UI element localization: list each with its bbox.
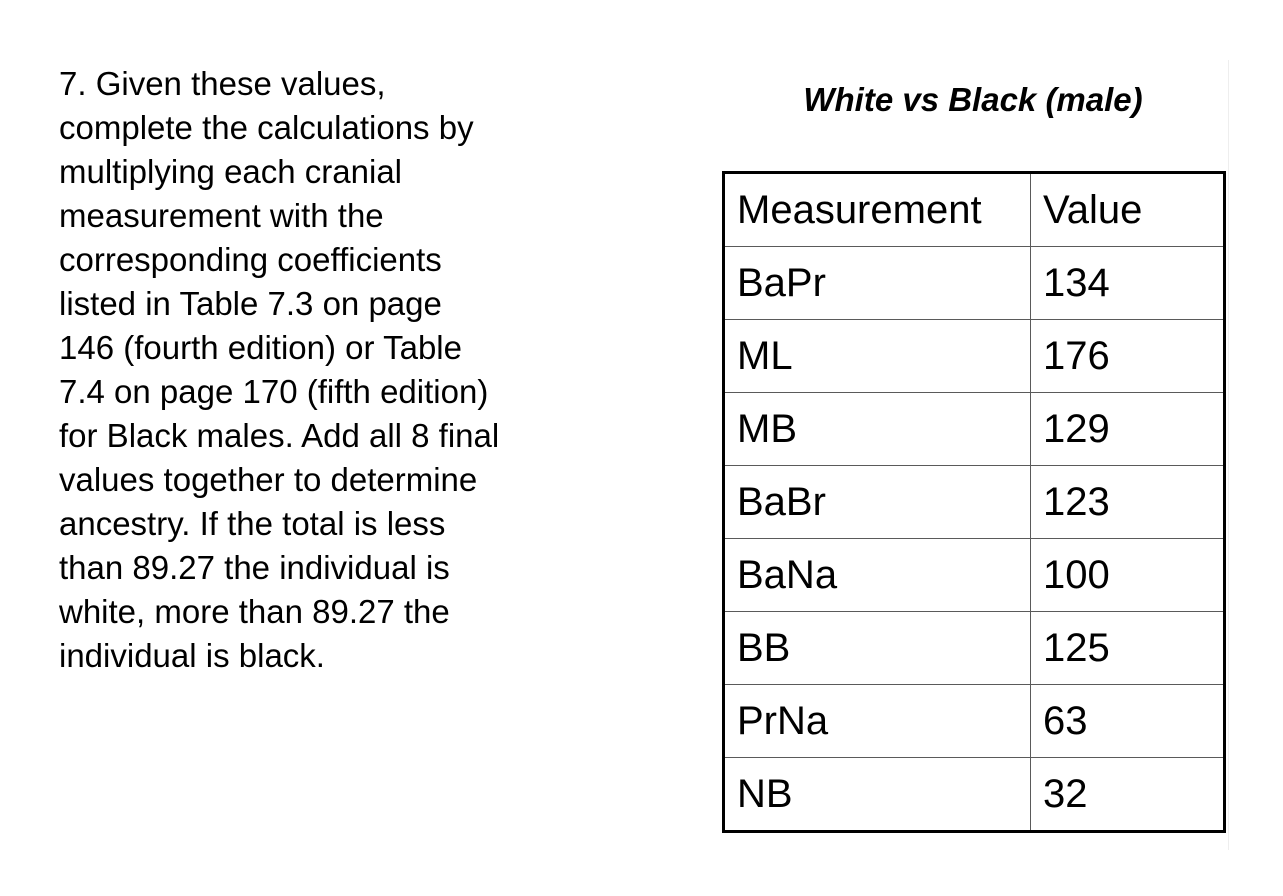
value-cell: 123 [1031,466,1225,539]
instructions-line: for Black males. Add all 8 final [59,417,500,454]
header-measurement: Measurement [724,173,1031,247]
instructions-line: corresponding coefficients [59,241,442,278]
instructions-line: white, more than 89.27 the [59,593,450,630]
instructions-line: 7. Given these values, [59,65,386,102]
instructions-line: measurement with the [59,197,384,234]
value-cell: 63 [1031,685,1225,758]
instructions-line: ancestry. If the total is less [59,505,446,542]
measurement-cell: ML [724,320,1031,393]
table-row [724,466,1225,539]
instructions-line: multiplying each cranial [59,153,403,190]
measurement-cell: BaBr [724,466,1031,539]
table-row [724,393,1225,466]
instructions-paragraph [59,62,594,678]
instructions-line: individual is black. [59,637,325,674]
table-row [724,612,1225,685]
measurement-cell: BaNa [724,539,1031,612]
value-cell: 100 [1031,539,1225,612]
measurements-table [722,171,1226,833]
page-edge-divider [1228,60,1229,850]
header-value: Value [1031,173,1225,247]
table-row [724,247,1225,320]
measurement-cell: BaPr [724,247,1031,320]
value-cell: 129 [1031,393,1225,466]
instructions-line: than 89.27 the individual is [59,549,450,586]
measurement-cell: NB [724,758,1031,832]
table-title: White vs Black (male) [803,81,1143,118]
table-row [724,758,1225,832]
instructions-line: values together to determine [59,461,478,498]
value-cell: 176 [1031,320,1225,393]
instructions-line: 7.4 on page 170 (fifth edition) [59,373,489,410]
instructions-line: listed in Table 7.3 on page [59,285,442,322]
table-header-row [724,173,1225,247]
value-cell: 134 [1031,247,1225,320]
measurement-cell: BB [724,612,1031,685]
instructions-line: 146 (fourth edition) or Table [59,329,462,366]
measurement-cell: MB [724,393,1031,466]
instructions-line: complete the calculations by [59,109,474,146]
table-row [724,539,1225,612]
value-cell: 32 [1031,758,1225,832]
table-row [724,685,1225,758]
measurement-cell: PrNa [724,685,1031,758]
value-cell: 125 [1031,612,1225,685]
table-row [724,320,1225,393]
